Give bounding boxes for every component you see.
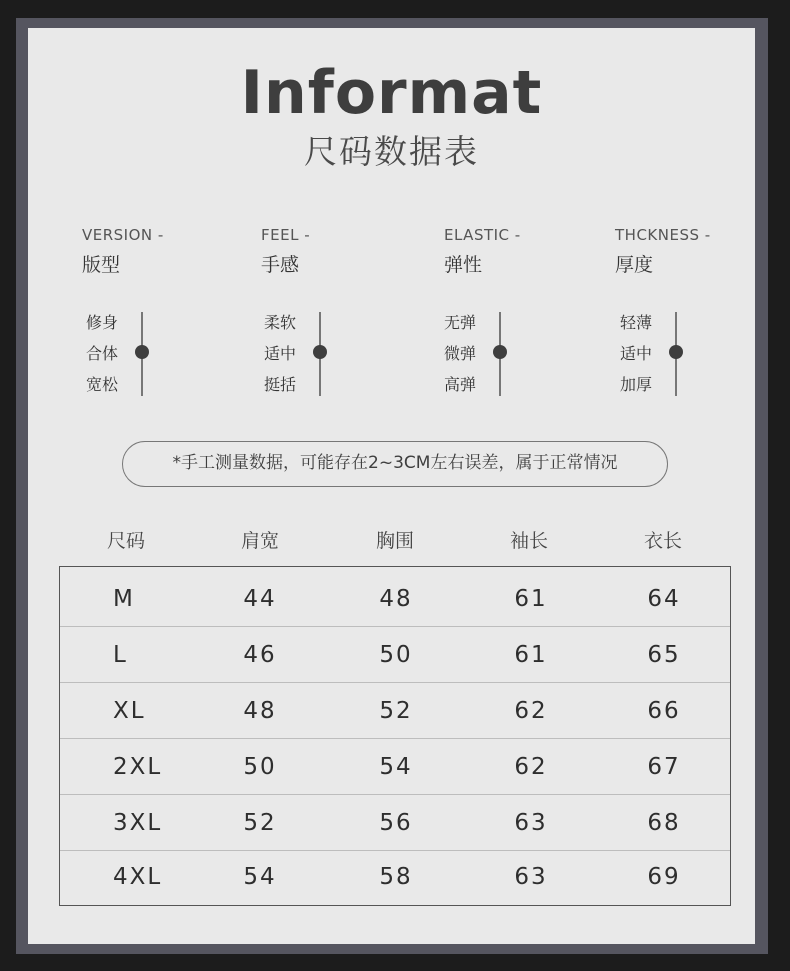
size-cell: 3XL [113,810,163,836]
length-cell: 66 [647,698,681,724]
chest-cell: 58 [379,864,413,890]
scale-option: 柔软 [264,313,297,332]
attribute-version [82,226,252,277]
attribute-en-label: VERSION - [82,226,164,244]
chest-cell: 54 [379,754,413,780]
size-cell: 4XL [113,864,163,890]
column-header: 袖长 [509,530,549,552]
attribute-en-label: THCKNESS - [615,226,711,244]
scale-option: 宽松 [86,375,119,394]
scale-version [86,310,206,400]
chest-cell: 52 [379,698,413,724]
size-chart-panel [28,28,755,944]
attribute-cn-label: 版型 [82,254,121,276]
table-header [59,526,731,556]
table-row [60,739,730,795]
length-cell: 65 [647,642,681,668]
scale-thickness [620,310,740,400]
chest-cell: 56 [379,810,413,836]
size-cell: 2XL [113,754,163,780]
sleeve-cell: 63 [514,810,548,836]
shoulder-cell: 52 [243,810,277,836]
sleeve-cell: 62 [514,698,548,724]
shoulder-cell: 50 [243,754,277,780]
scale-option: 适中 [620,344,653,363]
sleeve-cell: 61 [514,586,548,612]
attribute-cn-label: 手感 [261,254,300,276]
page-subtitle: 尺码数据表 [304,132,479,171]
page-title: Informat [240,58,543,128]
table-row [60,627,730,683]
table-row [60,795,730,851]
length-cell: 64 [647,586,681,612]
table-row [60,849,730,905]
scale-option: 微弹 [444,344,477,363]
sleeve-cell: 62 [514,754,548,780]
length-cell: 68 [647,810,681,836]
scale-marker [493,345,507,359]
size-table [59,566,731,906]
scale-marker [135,345,149,359]
attribute-feel [261,226,431,277]
sleeve-cell: 61 [514,642,548,668]
table-row [60,683,730,739]
attribute-en-label: ELASTIC - [444,226,521,244]
attribute-elastic [444,226,614,277]
column-header: 衣长 [643,530,683,552]
shoulder-cell: 44 [243,586,277,612]
length-cell: 69 [647,864,681,890]
shoulder-cell: 54 [243,864,277,890]
scale-feel [264,310,384,400]
scale-option: 合体 [86,344,119,363]
chest-cell: 50 [379,642,413,668]
scale-option: 加厚 [620,375,653,394]
scale-marker [669,345,683,359]
scale-option: 挺括 [264,375,297,394]
size-cell: L [113,642,128,668]
attribute-thickness [615,226,785,277]
column-header: 肩宽 [240,530,280,552]
scale-marker [313,345,327,359]
scale-option: 轻薄 [620,313,653,332]
column-header: 尺码 [106,530,146,552]
scale-option: 无弹 [444,313,477,332]
shoulder-cell: 46 [243,642,277,668]
size-cell: M [113,586,135,612]
attribute-cn-label: 厚度 [615,254,654,276]
scale-option: 修身 [86,313,119,332]
scale-elastic [444,310,564,400]
scale-option: 适中 [264,344,297,363]
measurement-note: *手工测量数据，可能存在2~3CM左右误差，属于正常情况 [122,441,668,487]
attribute-en-label: FEEL - [261,226,311,244]
sleeve-cell: 63 [514,864,548,890]
table-row [60,571,730,627]
shoulder-cell: 48 [243,698,277,724]
attribute-cn-label: 弹性 [444,254,483,276]
size-cell: XL [113,698,146,724]
length-cell: 67 [647,754,681,780]
chest-cell: 48 [379,586,413,612]
scale-option: 高弹 [444,375,477,394]
column-header: 胸围 [375,530,415,552]
